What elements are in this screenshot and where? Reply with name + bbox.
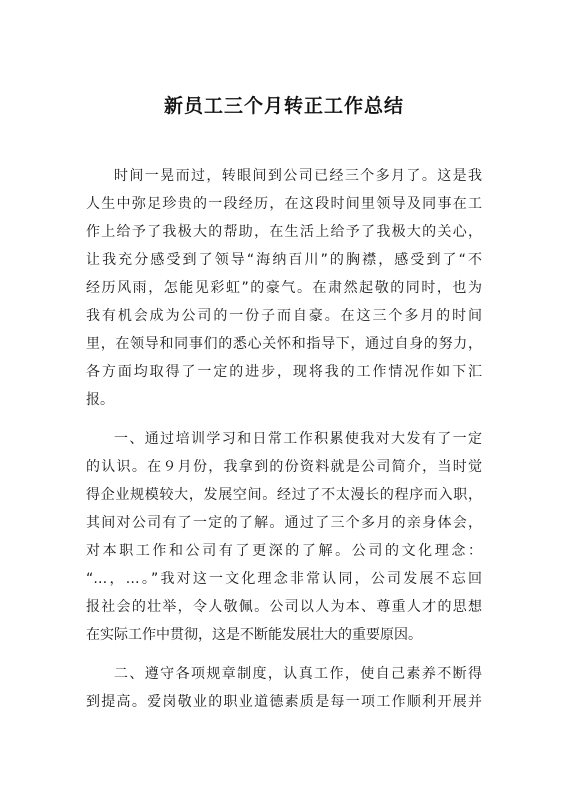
text-line: 作上给予了我极大的帮助，在生活上给予了我极大的关心，: [86, 224, 482, 240]
text-line: 经历风雨，怎能见彩虹”的豪气。在肃然起敬的同时，也为: [86, 280, 482, 296]
text-line: 报社会的壮举，令人敬佩。公司以人为本、尊重人才的思想: [86, 599, 482, 615]
paragraph-intro: [86, 162, 482, 414]
text-line: 让我充分感受到了领导“海纳百川”的胸襟，感受到了“不: [86, 252, 482, 268]
text-line: 的认识。在９月份，我拿到的份资料就是公司简介，当时觉: [86, 459, 482, 475]
text-line: 里，在领导和同事们的悉心关怀和指导下，通过自身的努力，: [86, 336, 482, 352]
text-line: 得企业规模较大，发展空间。经过了不太漫长的程序而入职，: [86, 487, 482, 503]
text-line: 人生中弥足珍贵的一段经历，在这段时间里领导及同事在工: [86, 196, 482, 212]
text-line: 对本职工作和公司有了更深的了解。公司的文化理念：: [86, 543, 482, 559]
paragraph-section-two: [86, 660, 482, 716]
text-line: 报。: [86, 392, 114, 408]
text-line: “…，…。”我对这一文化理念非常认同，公司发展不忘回: [86, 571, 482, 587]
document-title: 新员工三个月转正工作总结: [163, 95, 404, 117]
text-line: 时间一晃而过，转眼间到公司已经三个多月了。这是我: [114, 168, 482, 184]
text-line: 二、遵守各项规章制度，认真工作，使自己素养不断得: [114, 666, 482, 682]
text-line: 我有机会成为公司的一份子而自豪。在这三个多月的时间: [86, 308, 482, 324]
text-line: 一、通过培训学习和日常工作积累使我对大发有了一定: [114, 431, 482, 447]
document-body: [86, 162, 482, 716]
text-line: 各方面均取得了一定的进步，现将我的工作情况作如下汇: [86, 364, 482, 380]
text-line: 其间对公司有了一定的了解。通过了三个多月的亲身体会，: [86, 515, 482, 531]
text-line: 在实际工作中贯彻，这是不断能发展壮大的重要原因。: [86, 627, 422, 643]
paragraph-section-one: [86, 425, 482, 649]
text-line: 到提高。爱岗敬业的职业道德素质是每一项工作顺利开展并: [86, 694, 482, 710]
